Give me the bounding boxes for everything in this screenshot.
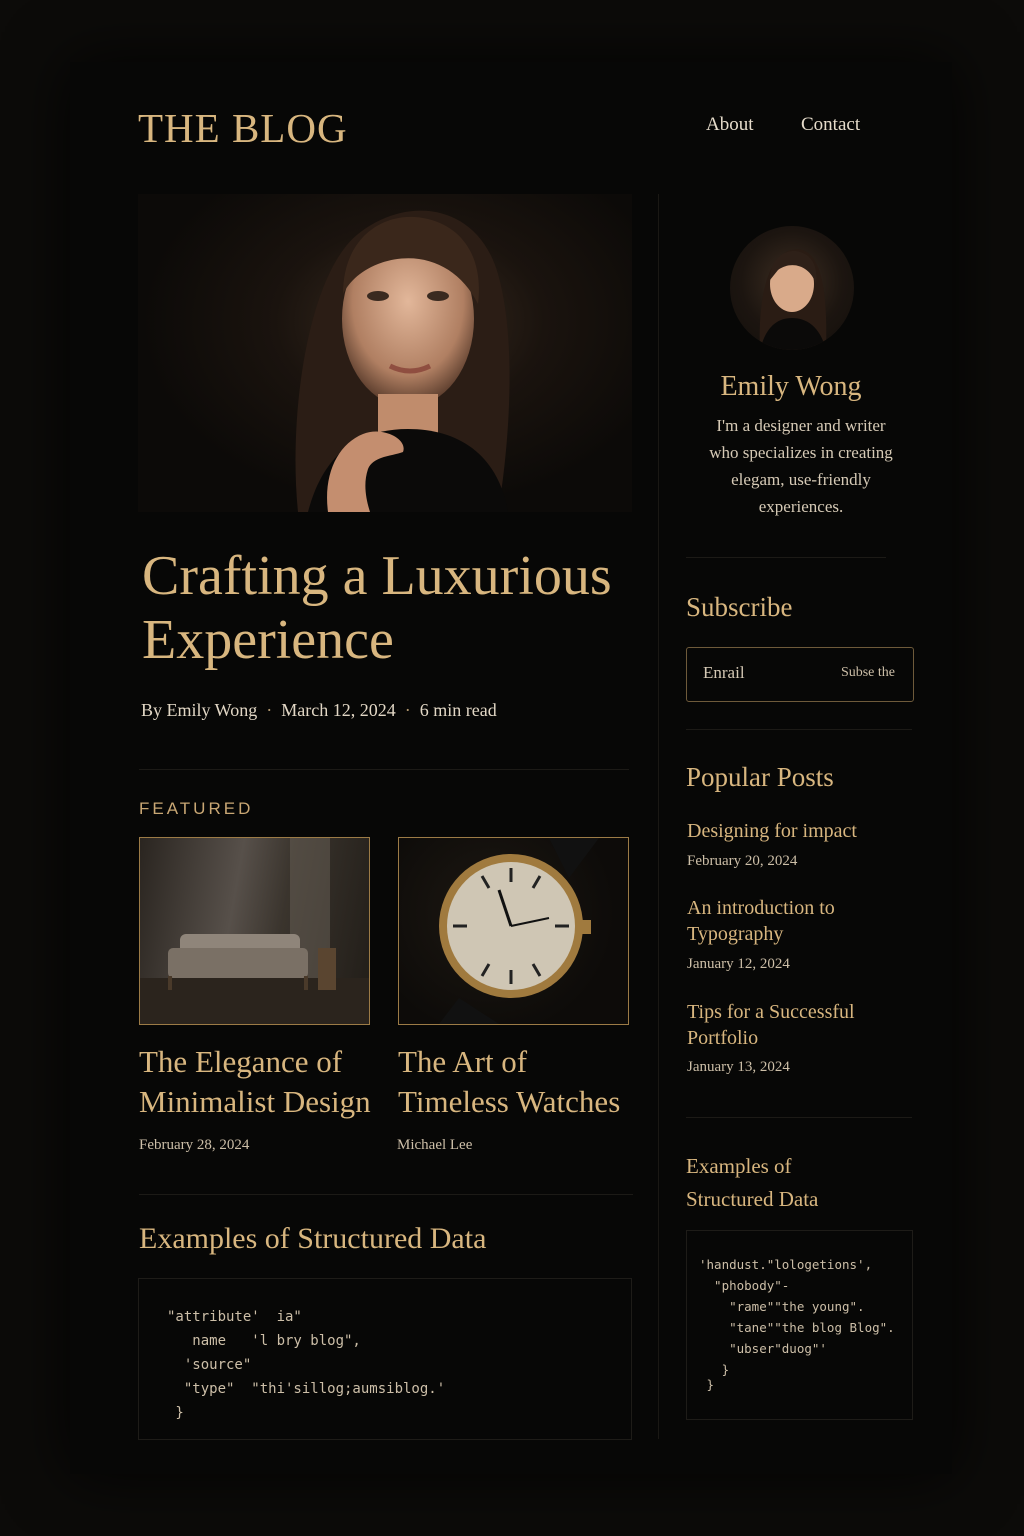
code-line: 'handust."lologetions', xyxy=(699,1257,873,1272)
sidebar-structured-data-code-block xyxy=(686,1230,913,1420)
code-line: 'source" xyxy=(167,1357,252,1373)
nav-contact-link[interactable]: Contact xyxy=(801,114,861,135)
separator-dot: · xyxy=(266,700,273,720)
sidebar-structured-title-line2: Structured Data xyxy=(686,1187,819,1211)
watch-illustration xyxy=(399,838,628,1024)
avatar-illustration xyxy=(730,226,854,350)
article-date: March 12, 2024 xyxy=(281,700,396,720)
site-brand[interactable]: THE BLOG xyxy=(138,105,348,151)
author-name: Emily Wong xyxy=(720,371,862,402)
hero-portrait-image xyxy=(138,194,632,512)
popular-post-date: February 20, 2024 xyxy=(687,853,798,869)
featured-card-image-sofa[interactable] xyxy=(139,837,370,1025)
subscribe-button[interactable]: Subse the xyxy=(840,665,895,680)
section-divider xyxy=(139,1194,633,1195)
article-title-line2: Experience xyxy=(142,609,394,671)
column-divider xyxy=(658,194,659,1439)
article-title xyxy=(142,544,662,672)
popular-post-date: January 12, 2024 xyxy=(687,956,790,972)
featured-card-image-watch[interactable] xyxy=(398,837,629,1025)
code-line: "ubser"duog"' xyxy=(699,1341,827,1356)
code-line: } xyxy=(167,1405,184,1421)
structured-data-title: Examples of Structured Data xyxy=(139,1222,487,1255)
code-line: "type" "thi'sillog;aumsiblog.' xyxy=(167,1381,446,1397)
code-line: "rame""the young". xyxy=(699,1299,865,1314)
section-divider xyxy=(139,769,629,770)
sidebar-divider xyxy=(686,1117,912,1118)
featured-label: FEATURED xyxy=(139,799,254,818)
popular-posts-heading: Popular Posts xyxy=(686,762,834,792)
popular-post-date: January 13, 2024 xyxy=(687,1059,790,1075)
structured-data-code-block xyxy=(138,1278,632,1440)
code-line: } xyxy=(699,1377,715,1392)
article-author[interactable]: By Emily Wong xyxy=(141,700,258,720)
featured-card-author: Michael Lee xyxy=(397,1137,473,1153)
popular-post-title[interactable]: Designing for impact xyxy=(687,820,857,842)
nav-about-link[interactable]: About xyxy=(706,114,754,135)
portrait-illustration xyxy=(138,194,632,512)
code-line: "attribute' ia" xyxy=(167,1309,302,1325)
code-line: } xyxy=(699,1362,730,1377)
sidebar-divider xyxy=(686,557,886,558)
subscribe-form xyxy=(686,647,914,702)
sidebar-divider xyxy=(686,729,912,730)
article-meta xyxy=(141,700,497,721)
article-read-time: 6 min read xyxy=(419,700,497,720)
separator-dot: · xyxy=(404,700,411,720)
popular-post-title[interactable]: An introduction to Typography xyxy=(687,897,835,945)
sidebar-structured-data-title xyxy=(686,1150,818,1216)
author-avatar xyxy=(730,226,854,350)
featured-card-title[interactable]: The Art of Timeless Watches xyxy=(398,1044,621,1119)
page-container xyxy=(70,62,952,1474)
code-line: name 'l bry blog", xyxy=(167,1333,361,1349)
code-line: "tane""the blog Blog". xyxy=(699,1320,895,1335)
subscribe-heading: Subscribe xyxy=(686,592,793,622)
featured-card-title[interactable]: The Elegance of Minimalist Design xyxy=(139,1044,371,1119)
author-bio: I'm a designer and writer who specializes in creating elegam, use-friendly experiences. xyxy=(709,416,893,516)
popular-post-title[interactable]: Tips for a Successful Portfolio xyxy=(687,1001,855,1049)
email-field[interactable] xyxy=(703,663,813,683)
sidebar-structured-title-line1: Examples of xyxy=(686,1154,792,1178)
featured-card-date: February 28, 2024 xyxy=(139,1137,250,1153)
article-title-line1: Crafting a Luxurious xyxy=(142,545,612,607)
sofa-illustration xyxy=(140,838,369,1024)
code-line: "phobody"- xyxy=(699,1278,790,1293)
